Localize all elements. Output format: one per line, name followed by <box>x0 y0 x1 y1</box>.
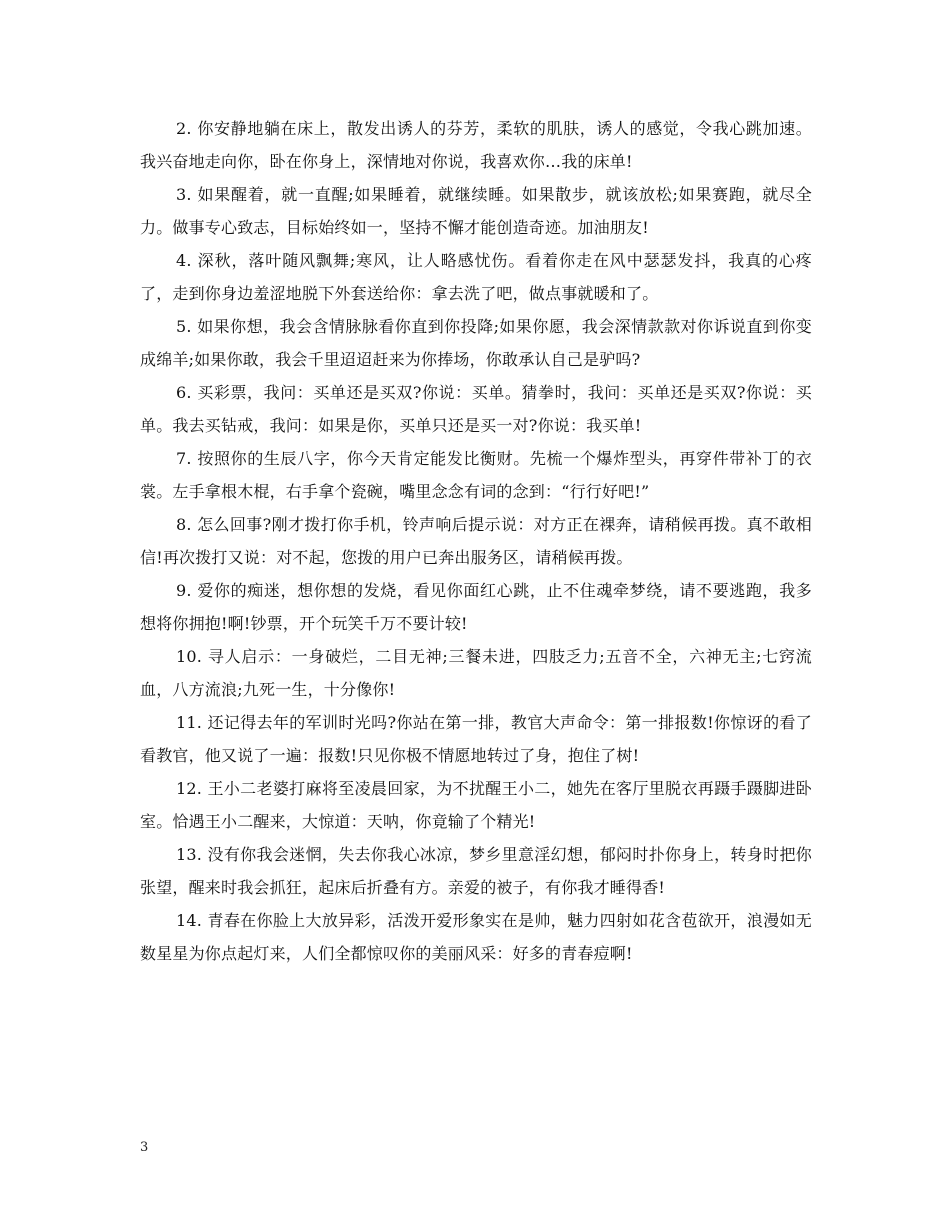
paragraph-11: 11. 还记得去年的军训时光吗?你站在第一排，教官大声命令：第一排报数!你惊讶的看了看教官，他又说了一遍：报数!只见你极不情愿地转过了身，抱住了树! <box>140 713 812 765</box>
paragraph-4: 4. 深秋，落叶随风飘舞;寒风，让人略感忧伤。看着你走在风中瑟瑟发抖，我真的心疼了，走到你身边羞涩地脱下外套送给你：拿去洗了吧，做点事就暖和了。 <box>140 251 812 303</box>
document-body <box>140 112 812 970</box>
paragraph-12: 12. 王小二老婆打麻将至凌晨回家，为不扰醒王小二，她先在客厅里脱衣再蹑手蹑脚进卧室。恰遇王小二醒来，大惊道：天呐，你竟输了个精光! <box>140 779 812 831</box>
paragraph-6: 6. 买彩票，我问：买单还是买双?你说：买单。猜拳时，我问：买单还是买双?你说：买单。我去买钻戒，我问：如果是你，买单只还是买一对?你说：我买单! <box>140 383 812 435</box>
paragraph-8: 8. 怎么回事?刚才拨打你手机，铃声响后提示说：对方正在裸奔，请稍候再拨。真不敢相信!再次拨打又说：对不起，您拨的用户已奔出服务区，请稍候再拨。 <box>140 515 812 567</box>
page-number: 3 <box>140 1140 149 1155</box>
paragraph-10: 10. 寻人启示：一身破烂，二目无神;三餐未进，四肢乏力;五音不全，六神无主;七窍流血，八方流浪;九死一生，十分像你! <box>140 647 812 699</box>
paragraph-3: 3. 如果醒着，就一直醒;如果睡着，就继续睡。如果散步，就该放松;如果赛跑，就尽全力。做事专心致志，目标始终如一，坚持不懈才能创造奇迹。加油朋友! <box>140 185 812 237</box>
paragraph-14: 14. 青春在你脸上大放异彩，活泼开爱形象实在是帅，魅力四射如花含苞欲开，浪漫如无数星星为你点起灯来，人们全都惊叹你的美丽风采：好多的青春痘啊! <box>140 911 812 963</box>
paragraph-2: 2. 你安静地躺在床上，散发出诱人的芬芳，柔软的肌肤，诱人的感觉，令我心跳加速。我兴奋地走向你，卧在你身上，深情地对你说，我喜欢你…我的床单! <box>140 119 812 171</box>
paragraph-5: 5. 如果你想，我会含情脉脉看你直到你投降;如果你愿，我会深情款款对你诉说直到你变成绵羊;如果你敢，我会千里迢迢赶来为你捧场，你敢承认自己是驴吗? <box>140 317 812 369</box>
paragraph-9: 9. 爱你的痴迷，想你想的发烧，看见你面红心跳，止不住魂牵梦绕，请不要逃跑，我多想将你拥抱!啊!钞票，开个玩笑千万不要计较! <box>140 581 812 633</box>
paragraph-13: 13. 没有你我会迷惘，失去你我心冰凉，梦乡里意淫幻想，郁闷时扑你身上，转身时把你张望，醒来时我会抓狂，起床后折叠有方。亲爱的被子，有你我才睡得香! <box>140 845 812 897</box>
paragraph-7: 7. 按照你的生辰八字，你今天肯定能发比衡财。先梳一个爆炸型头，再穿件带补丁的衣裳。左手拿根木棍，右手拿个瓷碗，嘴里念念有词的念到：“行行好吧!” <box>140 449 812 501</box>
